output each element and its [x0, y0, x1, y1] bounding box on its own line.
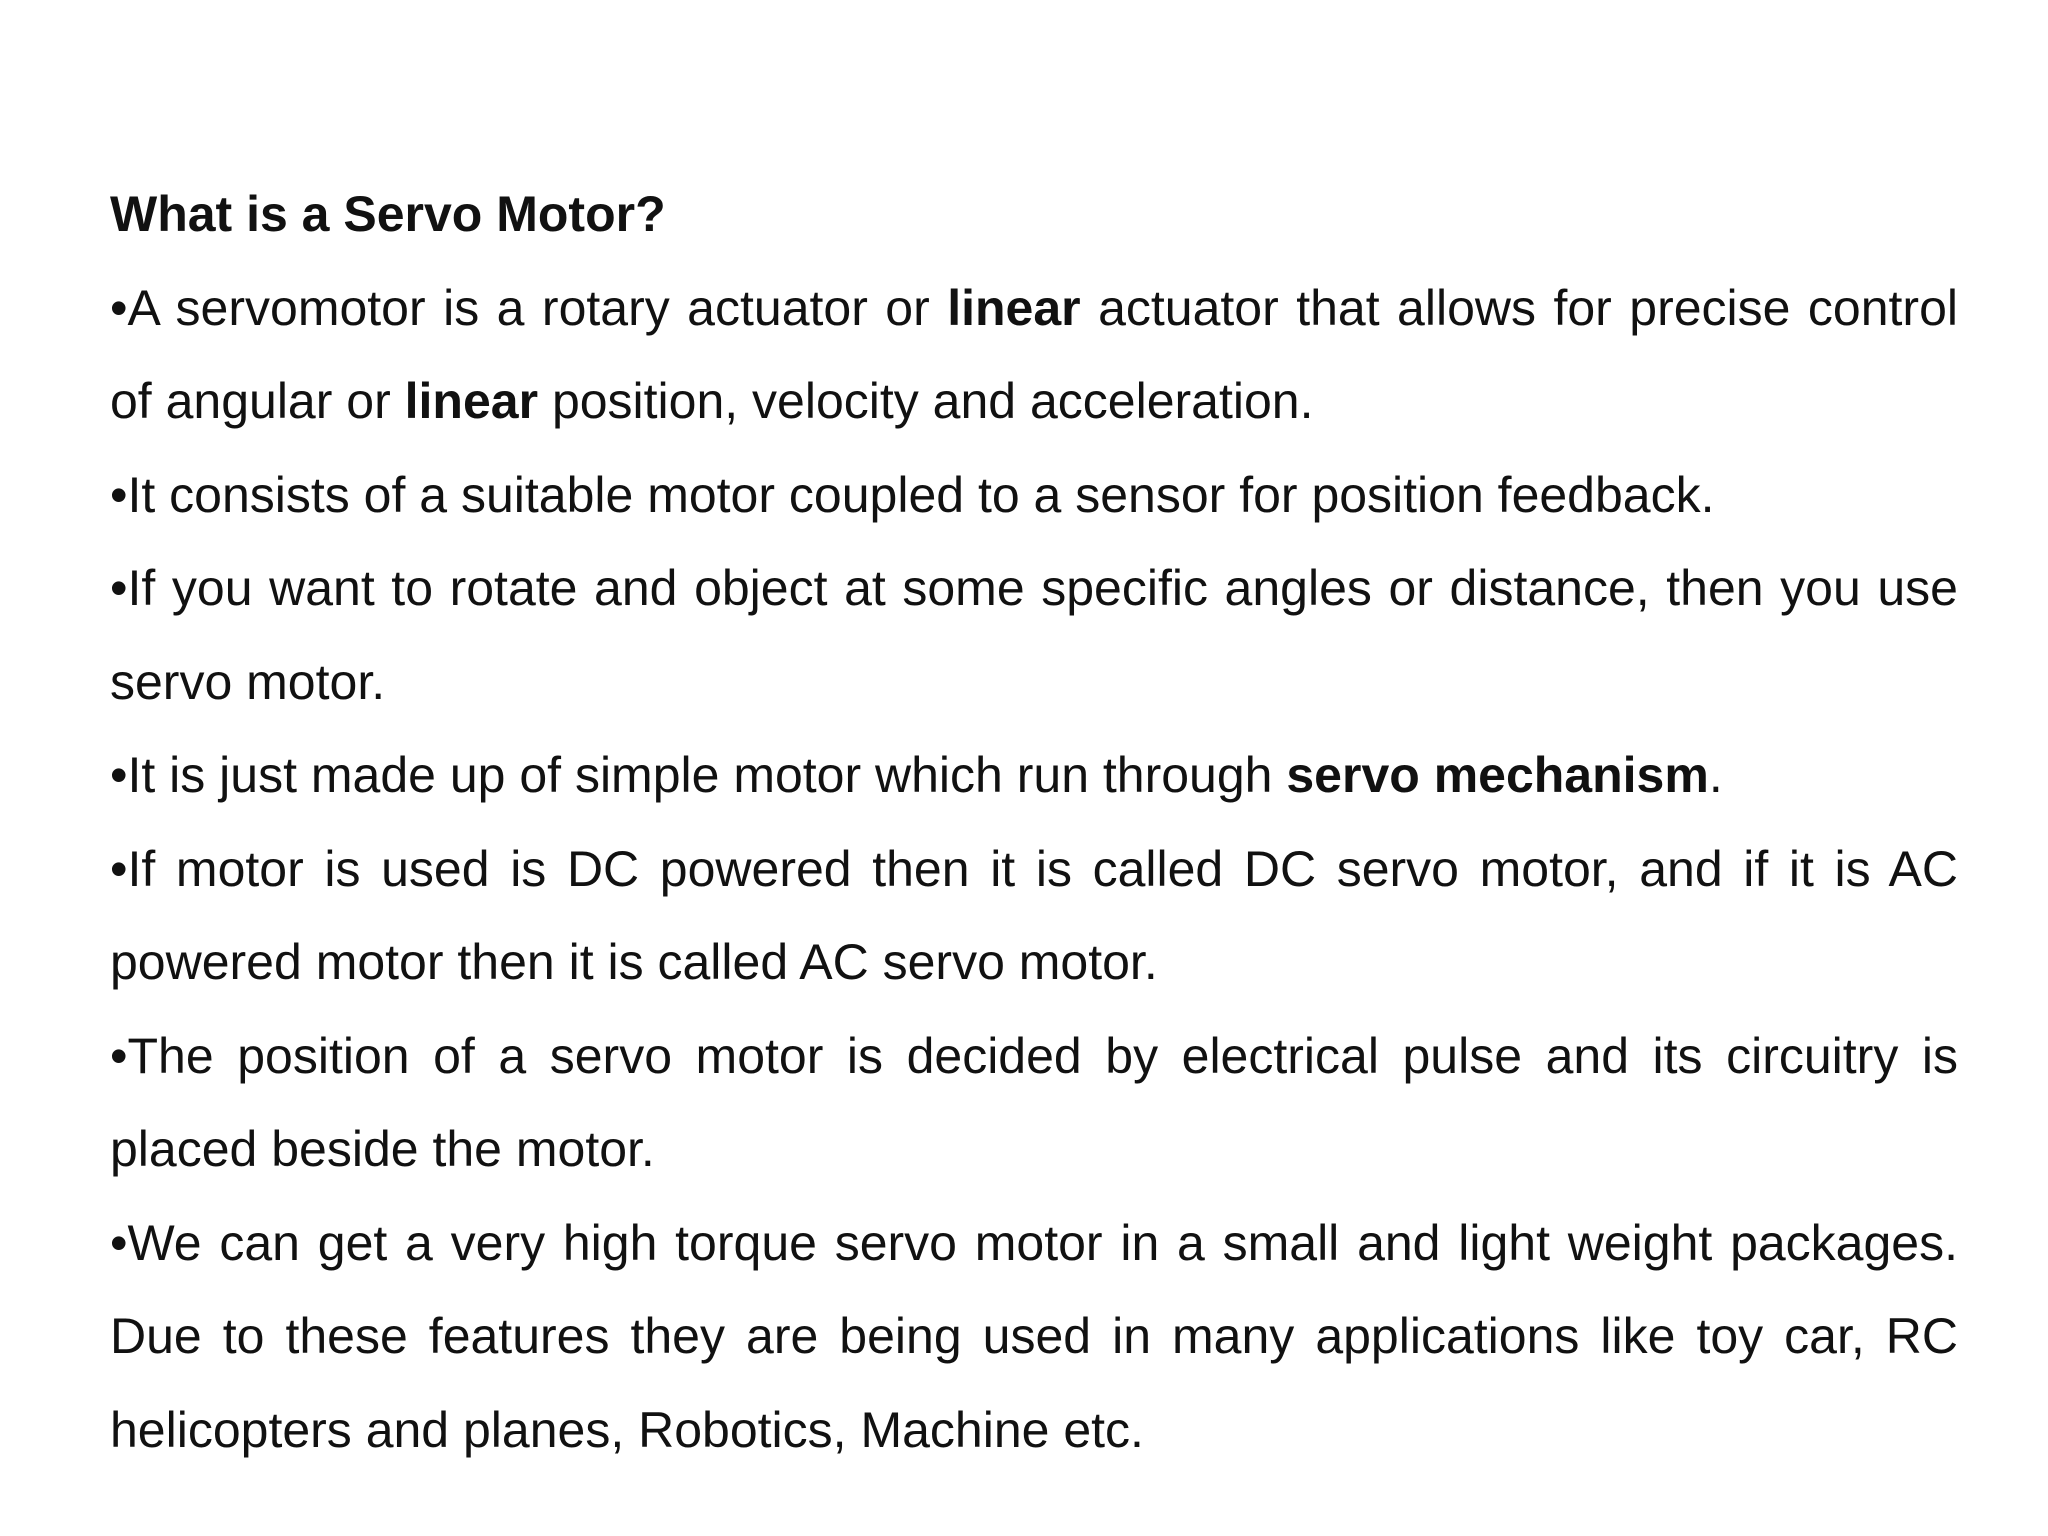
bullet-1-bold-b: linear — [404, 373, 539, 429]
bullet-1-text-a: •A servomotor is a rotary actuator or — [110, 279, 948, 336]
bullet-4-text-a: •It is just made up of simple motor which run through — [110, 747, 1287, 803]
slide-content — [110, 168, 1958, 1477]
slide-title: What is a Servo Motor? — [110, 186, 666, 242]
bullet-1-bold-a: linear — [947, 279, 1081, 336]
bullet-2: •It consists of a suitable motor coupled to a sensor for position feedback. — [110, 466, 1715, 523]
bullet-1 — [110, 262, 1958, 449]
bullet-5: •If motor is used is DC powered then it is called DC servo motor, and if it is AC powered motor then it is called AC servo motor. — [110, 840, 1958, 990]
bullet-6: •The position of a servo motor is decided by electrical pulse and its circuitry is placed beside the motor. — [110, 1027, 1958, 1177]
bullet-7: •We can get a very high torque servo motor in a small and light weight packages. Due to these features they are being used in many applications like toy car, RC helicopters and planes, Robotics, Machine etc. — [110, 1214, 1958, 1458]
bullet-1-text-b: actuator that allows for precise control of angular or — [110, 279, 1958, 429]
bullet-1-text-c: position, velocity and acceleration. — [538, 373, 1314, 429]
bullet-4-text-b: . — [1708, 747, 1723, 803]
bullet-4 — [110, 729, 1958, 823]
bullet-4-bold: servo mechanism — [1286, 747, 1709, 803]
bullet-3: •If you want to rotate and object at some specific angles or distance, then you use servo motor. — [110, 560, 1958, 710]
